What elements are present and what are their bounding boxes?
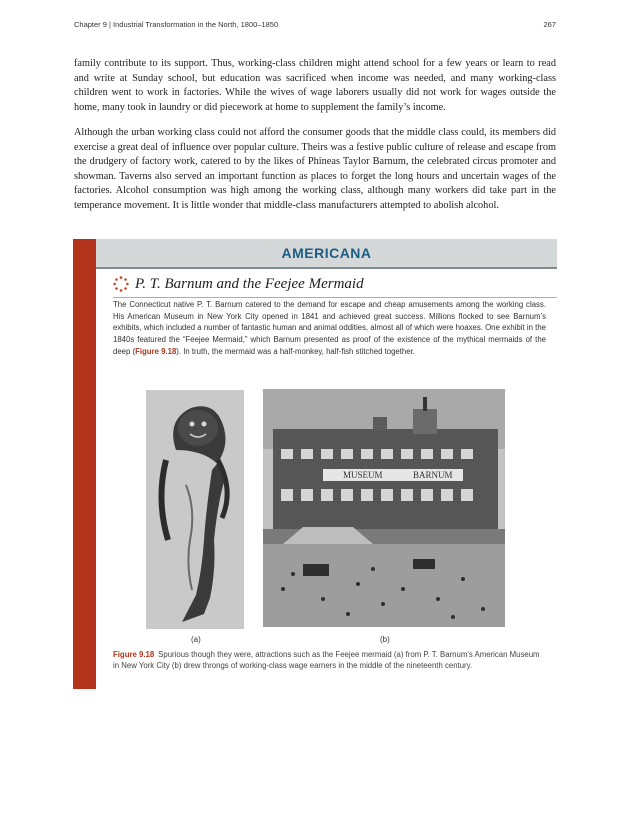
figure-link[interactable]: Figure 9.18 [135,346,177,356]
feature-paragraph-after: ). In truth, the mermaid was a half-monkey, half-fish stitched together. [176,346,415,356]
americana-feature-box [73,239,557,689]
barnum-sign-text: BARNUM [413,470,453,480]
figure-caption [113,649,545,671]
american-museum-photo [263,389,505,627]
chapter-title: Chapter 9 | Industrial Transformation in the North, 1800–1850 [74,20,279,29]
figure-label-b: (b) [380,635,390,644]
caption-text: Spurious though they were, attractions such as the Feejee mermaid (a) from P. T. Barnum’s American Museum in New York City (b) drew throngs of working-class wage earners in the middle of the nineteenth century. [113,650,540,670]
dotted-circle-icon [113,276,129,292]
body-paragraph-1: family contribute to its support. Thus, working-class children might attend school for a few years or learn to read and write at Sunday school, but education was sacrificed when income was needed, and many working-class children went to work in factories. While the wives of wage laborers usually did not work for wages outside the home, many took in laundry or did piecework at home to supplement the family’s income. [74,58,556,113]
feature-paragraph [113,299,546,358]
running-head [74,20,556,34]
title-rule [113,297,557,298]
caption-figure-number: Figure 9.18 [113,650,155,659]
figure-label-a: (a) [191,635,201,644]
museum-sign-text: MUSEUM [343,470,383,480]
body-paragraph-2: Although the urban working class could not afford the consumer goods that the middle class could, its members did exercise a great deal of influence over popular culture. Theirs was a festive public culture of release and escape from the drudgery of factory work, catered to by the likes of Phineas Taylor Barnum, the celebrated circus promoter and showman. Taverns also served an important function as places to forget the long hours and uncertain wages of the factories. Alcohol consumption was high among the working class, although many workers did take part in the temperance movement. It is little wonder that middle-class manufacturers attempted to abolish alcohol. [74,127,556,211]
feature-title-row [113,272,364,296]
feature-title: P. T. Barnum and the Feejee Mermaid [135,275,364,292]
feature-paragraph-before: The Connecticut native P. T. Barnum catered to the demand for escape and cheap amusements among the working class. His American Museum in New York City opened in 1841 and achieved great success. Millions flocked to see Barnum’s exhibits, which included a number of fantastic human and animal oddities, almost all of which were hoaxes. One exhibit in the 1840s featured the “Feejee Mermaid,” which Barnum presented as proof of the existence of the mythical mermaids of the deep ( [113,300,546,356]
page-number: 267 [543,20,556,29]
feature-left-bar [73,239,96,689]
feejee-mermaid-photo [146,390,244,629]
feature-banner: AMERICANA [96,239,557,267]
banner-rule [96,267,557,269]
